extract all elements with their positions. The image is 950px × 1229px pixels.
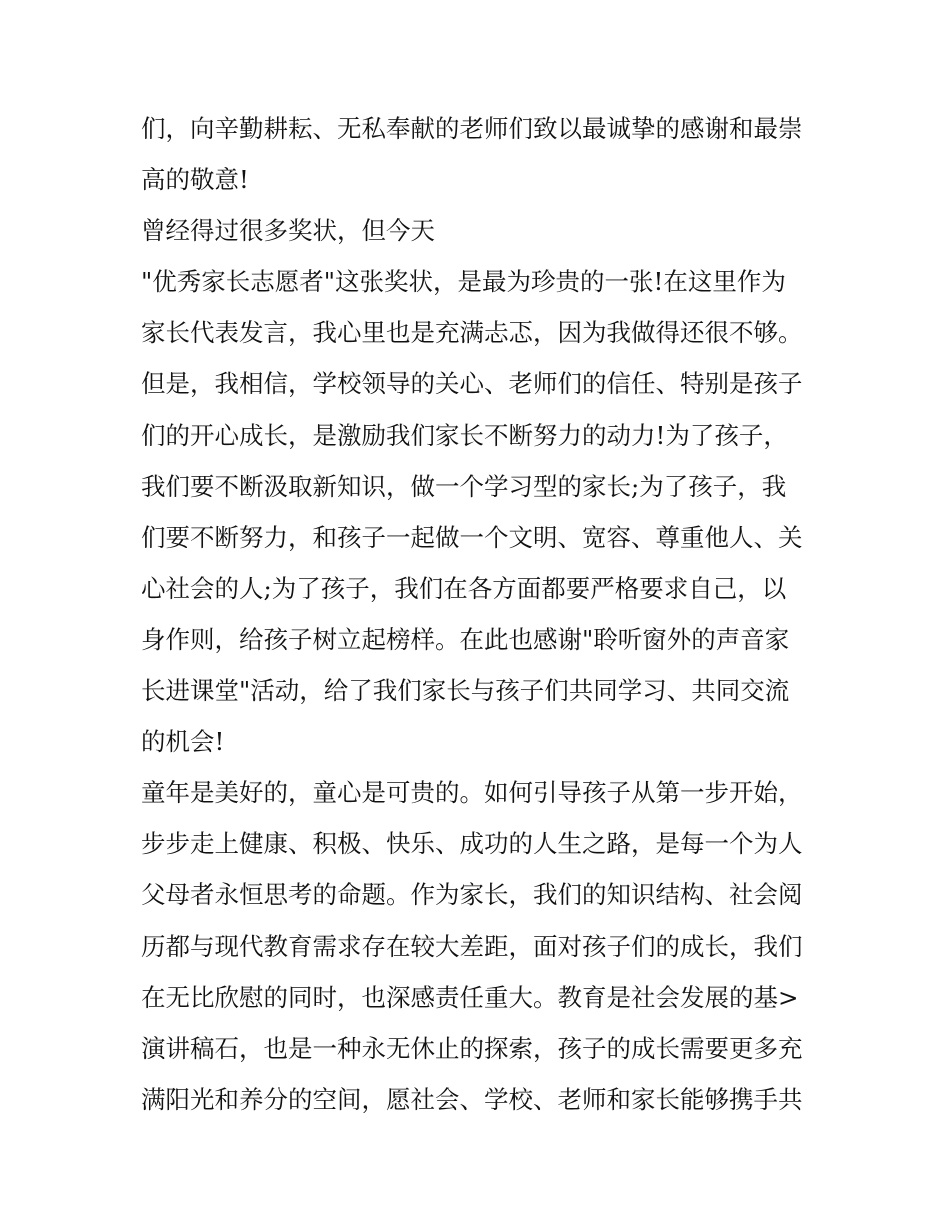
text-line: 曾经得过很多奖状，但今天 — [141, 216, 435, 246]
text-line: 历都与现代教育需求存在较大差距，面对孩子们的成长，我们 — [141, 931, 803, 961]
text-line: 们，向辛勤耕耘、无私奉献的老师们致以最诚挚的感谢和最崇 — [141, 114, 803, 143]
text-line: 们要不断努力，和孩子一起做一个文明、宽容、尊重他人、关 — [141, 522, 803, 552]
text-line: 身作则，给孩子树立起榜样。在此也感谢"聆听窗外的声音家 — [141, 624, 790, 654]
text-line: 童年是美好的，童心是可贵的。如何引导孩子从第一步开始， — [141, 778, 803, 808]
text-line: 在无比欣慰的同时，也深感责任重大。教育是社会发展的基> — [141, 982, 799, 1012]
text-line: 演讲稿石，也是一种永无休止的探索，孩子的成长需要更多充 — [141, 1033, 803, 1063]
text-line: 长进课堂"活动，给了我们家长与孩子们共同学习、共同交流 — [141, 676, 790, 706]
text-line: 满阳光和养分的空间，愿社会、学校、老师和家长能够携手共 — [141, 1084, 803, 1114]
text-line: 心社会的人;为了孩子，我们在各方面都要严格要求自己，以 — [141, 573, 787, 603]
text-line: 但是，我相信，学校领导的关心、老师们的信任、特别是孩子 — [141, 369, 803, 399]
text-line: 高的敬意! — [141, 165, 249, 195]
text-line: 步步走上健康、积极、快乐、成功的人生之路，是每一个为人 — [141, 829, 803, 859]
text-line: 家长代表发言，我心里也是充满忐忑，因为我做得还很不够。 — [141, 318, 803, 348]
speech-text-body — [141, 103, 821, 1125]
text-line: 父母者永恒思考的命题。作为家长，我们的知识结构、社会阅 — [141, 880, 803, 910]
text-line: 们的开心成长，是激励我们家长不断努力的动力!为了孩子， — [141, 420, 788, 450]
text-line: 的机会! — [141, 727, 225, 757]
text-line: "优秀家长志愿者"这张奖状，是最为珍贵的一张!在这里作为 — [141, 267, 786, 297]
text-line: 我们要不断汲取新知识，做一个学习型的家长;为了孩子，我 — [141, 471, 787, 501]
